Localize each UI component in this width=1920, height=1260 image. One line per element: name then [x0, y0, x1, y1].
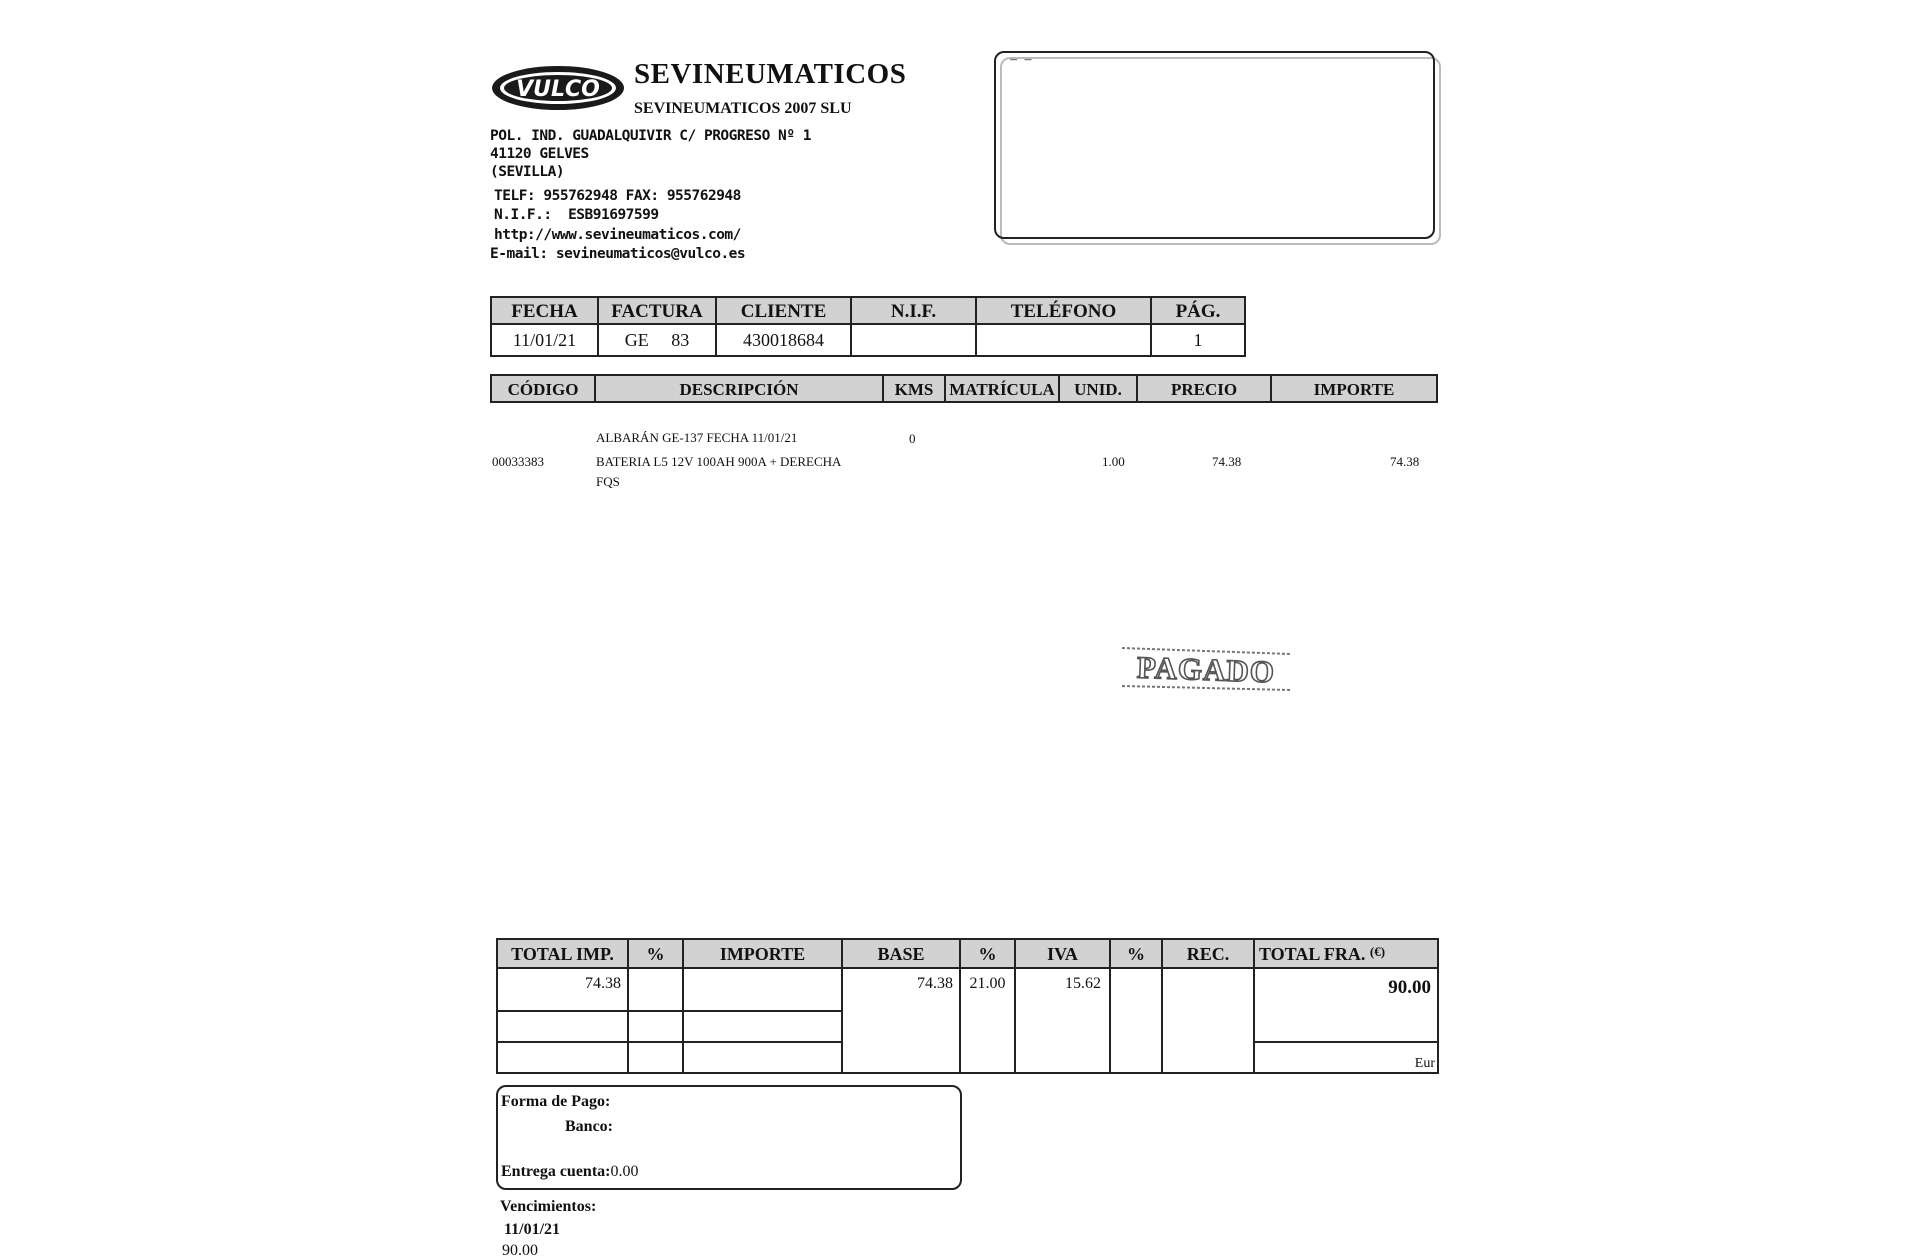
- totals-empty-cell: [683, 1042, 842, 1073]
- company-nif: [494, 207, 659, 223]
- company-email-value[interactable]: sevineumaticos@vulco.es: [555, 246, 746, 262]
- col-total-fra: [1254, 939, 1438, 968]
- company-email: [490, 246, 745, 262]
- invoice-number: [598, 324, 716, 356]
- invoice-values-row: [491, 324, 1245, 356]
- col-discount-percent: %: [628, 939, 683, 968]
- item-units: 1.00: [1102, 454, 1125, 469]
- iva-percent-value: 21.00: [960, 968, 1015, 1073]
- company-name: SEVINEUMATICOS: [634, 58, 907, 90]
- total-imp-value: 74.38: [497, 968, 628, 1011]
- line-items-header-row: [491, 375, 1437, 402]
- totals-values-row: [497, 968, 1438, 1011]
- totals-empty-cell: [628, 1042, 683, 1073]
- albaran-kms: 0: [909, 431, 916, 446]
- discount-percent-value: [628, 968, 683, 1011]
- company-legal-name: SEVINEUMATICOS 2007 SLU: [634, 100, 852, 117]
- recipient-box-marks: – –: [1010, 52, 1034, 67]
- totals-empty-cell: [497, 1042, 628, 1073]
- svg-text:VULCO: VULCO: [516, 77, 600, 102]
- company-nif-label: N.I.F.:: [494, 207, 552, 223]
- company-nif-value: ESB91697599: [568, 207, 659, 223]
- col-iva-percent: %: [960, 939, 1015, 968]
- rec-percent-value: [1110, 968, 1162, 1073]
- company-website[interactable]: http://www.sevineumaticos.com/: [494, 227, 741, 243]
- invoice-header-table: [490, 296, 1246, 357]
- company-address-line1: POL. IND. GUADALQUIVIR C/ PROGRESO Nº 1: [490, 128, 811, 144]
- bank-label: Banco:: [565, 1118, 613, 1135]
- due-amount: 90.00: [502, 1242, 538, 1259]
- item-price: 74.38: [1212, 454, 1242, 469]
- col-fecha: FECHA: [491, 297, 598, 324]
- col-factura: FACTURA: [598, 297, 716, 324]
- albaran-reference: ALBARÁN GE-137 FECHA 11/01/21: [596, 430, 798, 445]
- col-pagina: PÁG.: [1151, 297, 1245, 324]
- col-precio: PRECIO: [1137, 375, 1271, 402]
- page-number: 1: [1151, 324, 1245, 356]
- deposit-label: Entrega cuenta:: [501, 1163, 611, 1180]
- recipient-address-box: [994, 51, 1435, 239]
- col-importe: IMPORTE: [1271, 375, 1437, 402]
- paid-stamp-icon: [1120, 644, 1292, 692]
- col-iva: IVA: [1015, 939, 1110, 968]
- totals-header-row: [497, 939, 1438, 968]
- base-value: 74.38: [842, 968, 960, 1073]
- col-matricula: MATRÍCULA: [945, 375, 1059, 402]
- vulco-logo-icon: [490, 64, 626, 112]
- item-description-line2: FQS: [596, 474, 620, 489]
- iva-value: 15.62: [1015, 968, 1110, 1073]
- currency-symbol: (€): [1369, 944, 1386, 959]
- col-kms: KMS: [883, 375, 945, 402]
- company-email-label: E-mail:: [490, 246, 548, 262]
- company-phone-fax: TELF: 955762948 FAX: 955762948: [494, 188, 741, 204]
- col-codigo: CÓDIGO: [491, 375, 595, 402]
- client-phone: [976, 324, 1151, 356]
- totals-empty-cell: [628, 1011, 683, 1042]
- col-rec: REC.: [1162, 939, 1254, 968]
- deposit-value: 0.00: [610, 1163, 639, 1180]
- rec-value: [1162, 968, 1254, 1073]
- company-address-line3: (SEVILLA): [490, 164, 565, 180]
- col-descripcion: DESCRIPCIÓN: [595, 375, 883, 402]
- invoice-number-value: 83: [671, 329, 690, 350]
- invoice-header-row: [491, 297, 1245, 324]
- invoice-total: 90.00: [1254, 968, 1438, 1042]
- col-total-imp: TOTAL IMP.: [497, 939, 628, 968]
- col-discount-amount: IMPORTE: [683, 939, 842, 968]
- col-unidades: UNID.: [1059, 375, 1137, 402]
- totals-table: [496, 938, 1439, 1074]
- item-description: BATERIA L5 12V 100AH 900A + DERECHA: [596, 454, 842, 469]
- totals-empty-cell: [497, 1011, 628, 1042]
- col-cliente: CLIENTE: [716, 297, 851, 324]
- totals-empty-cell: [683, 1011, 842, 1042]
- deposit: [501, 1163, 638, 1181]
- due-date: 11/01/21: [504, 1221, 561, 1238]
- company-address-line2: 41120 GELVES: [490, 146, 589, 162]
- col-nif: N.I.F.: [851, 297, 976, 324]
- invoice-series: GE: [624, 329, 649, 350]
- currency-label: Eur: [1254, 1042, 1438, 1073]
- col-base: BASE: [842, 939, 960, 968]
- discount-amount-value: [683, 968, 842, 1011]
- client-nif: [851, 324, 976, 356]
- item-amount: 74.38: [1390, 454, 1420, 469]
- col-telefono: TELÉFONO: [976, 297, 1151, 324]
- line-items-header: [490, 374, 1438, 403]
- invoice-date: 11/01/21: [491, 324, 598, 356]
- company-logo: [490, 64, 626, 112]
- paid-stamp: [1120, 644, 1292, 692]
- due-dates-label: Vencimientos:: [500, 1198, 597, 1215]
- total-fra-label: TOTAL FRA.: [1259, 944, 1366, 964]
- svg-text:PAGADO: PAGADO: [1136, 649, 1276, 690]
- client-code: 430018684: [716, 324, 851, 356]
- col-rec-percent: %: [1110, 939, 1162, 968]
- item-code: 00033383: [492, 454, 544, 469]
- payment-method-label: Forma de Pago:: [501, 1093, 611, 1110]
